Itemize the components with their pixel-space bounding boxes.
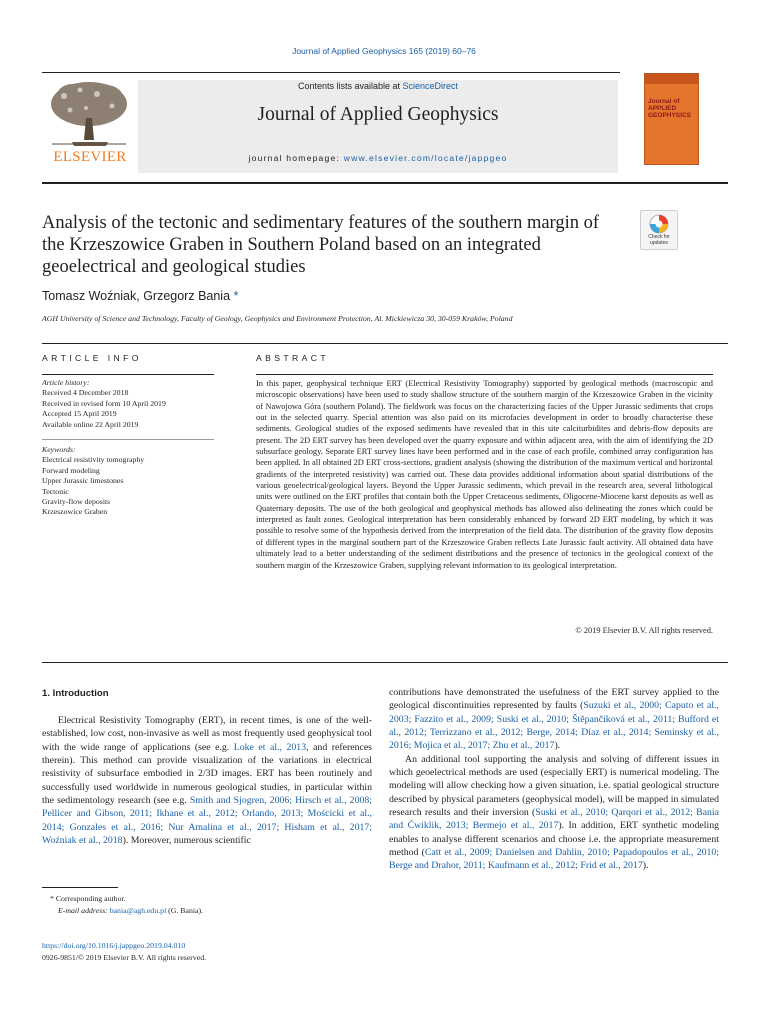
cover-title: Journal of APPLIED GEOPHYSICS	[648, 98, 691, 119]
paragraph-text: ).	[642, 860, 649, 872]
history-received: Received 4 December 2018	[42, 388, 129, 398]
author-names: Tomasz Woźniak, Grzegorz Bania	[42, 289, 231, 303]
elsevier-wordmark: ELSEVIER	[53, 149, 127, 165]
intro-paragraph	[389, 753, 719, 873]
email-label: E-mail address:	[58, 905, 110, 915]
footnote	[42, 893, 372, 916]
check-for-updates-label: Check for updates	[648, 234, 670, 246]
info-top-rule	[42, 343, 728, 344]
paragraph-text: An additional tool supporting the analysis and solving of different issues in which geoelectrical methods are used (especially ERT) is numerical modeling. The modeling will allow checking how a given situation, i.e. spatial geological structure described by physical parameters (geophysical model), will be mapped in simulated research results and their inversion (	[389, 753, 719, 819]
keywords	[42, 445, 214, 518]
journal-reference[interactable]: Journal of Applied Geophysics 165 (2019) 60–76	[292, 46, 476, 56]
paragraph-text: contributions have demonstrated the usefulness of the ERT survey applied to the geological discontinuities represented by faults (	[389, 687, 719, 712]
homepage-prefix: journal homepage:	[248, 153, 344, 163]
sciencedirect-link[interactable]: ScienceDirect	[402, 81, 459, 91]
citation-link[interactable]: Catt et al., 2009; Danielsen and Dahlin, 2010; Papadopoulos et al., 2010; Berge and Drahor, 2011; Kaufmann et al., 2012; Frid et al., 2017	[389, 847, 719, 872]
homepage-link[interactable]: www.elsevier.com/locate/jappgeo	[343, 153, 508, 163]
paragraph-text: ).	[554, 740, 561, 752]
check-for-updates-badge[interactable]	[640, 210, 678, 250]
abstract-bottom-rule	[42, 662, 728, 663]
elsevier-tree-logo	[42, 78, 136, 150]
history-online: Available online 22 April 2019	[42, 419, 139, 429]
email-link[interactable]: bania@agh.edu.pl	[109, 905, 167, 915]
paragraph-text: ). In addition, ERT synthetic modeling enables to analyse different scenarios and choose i.e. the appropriate measurement method (	[389, 820, 719, 859]
header-top-rule	[42, 72, 620, 73]
citation-link[interactable]: Loke et al., 2013	[233, 741, 307, 753]
footnote-corresponding-text: Corresponding author.	[55, 894, 126, 903]
intro-paragraph	[389, 686, 719, 753]
footnote-corresponding	[42, 893, 372, 905]
intro-left-column	[42, 714, 372, 847]
header-bottom-rule	[42, 182, 728, 184]
affiliation: AGH University of Science and Technology, Faculty of Geology, Geophysics and Environment Protection, Al. Mickiewicza 30, 30-059 Kraków, Poland	[42, 314, 513, 323]
article-history	[42, 378, 214, 430]
citation-link[interactable]: Suzuki et al., 2000; Caputo et al., 2003; Fazzito et al., 2009; Suski et al., 2010; Štěpančíková et al., 2011; Bufford et al., 2012; Terrizzano et al., 2012; Berge, 2014; Díaz et al., 2014; Seminsky et al., 2016; Mojica et al., 2017; Zhu et al., 2017	[389, 700, 719, 752]
article-info-rule	[42, 374, 214, 375]
corresponding-author-mark[interactable]: *	[233, 289, 239, 303]
citation-link[interactable]: Smith and Sjogren, 2006; Hirsch et al., 2008; Pellicer and Gibson, 2011; Ikhane et al., 2012; Orlando, 2013; Mościcki et al., 2014; Gonzales et al., 2016; Nur Amalina et al., 2017; Hisham et al., 2017; Woźniak et al., 2018	[42, 795, 372, 847]
keyword: Electrical resistivity tomography	[42, 455, 145, 465]
abstract-heading: ABSTRACT	[256, 353, 330, 363]
article-history-label: Article history:	[42, 378, 90, 387]
contents-prefix: Contents lists available at	[297, 81, 403, 91]
authors	[42, 289, 238, 303]
journal-title: Journal of Applied Geophysics	[257, 104, 499, 125]
paragraph-text: Electrical Resistivity Tomography (ERT), in recent times, is one of the well-established, low cost, non-invasive as well as most frequently used geophysical tool with the wide range of applications (see e.g.	[42, 715, 372, 753]
footnote-mark: *	[50, 894, 54, 903]
intro-paragraph	[42, 714, 372, 847]
citation-link[interactable]: Suski et al., 2010; Qarqori et al., 2012; Bania and Ćwiklik, 2013; Bermejo et al., 2017	[389, 807, 719, 832]
abstract-rule	[256, 374, 713, 375]
footnote-rule	[42, 887, 118, 888]
issn-copyright: 0926-9851/© 2019 Elsevier B.V. All rights reserved.	[42, 952, 207, 962]
paragraph-text: , and references therein). This method can provide visualization of the variations in electrical resistivity of subsurface embodied in 2/3D images. ERT has been routinely and successfully used worldwide in numerous geological studies, in particular within the sedimentology research (see e.g.	[42, 741, 372, 807]
keyword: Krzeszowice Graben	[42, 507, 108, 517]
journal-homepage	[138, 153, 618, 163]
history-accepted: Accepted 15 April 2019	[42, 409, 117, 419]
keyword: Upper Jurassic limestones	[42, 476, 124, 486]
keywords-label: Keywords:	[42, 445, 76, 454]
article-title: Analysis of the tectonic and sedimentary features of the southern margin of the Krzeszowice Graben in Southern Poland based on an integrated geoelectrical and geological studies	[42, 213, 600, 277]
email-suffix: (G. Bania).	[166, 905, 204, 915]
abstract-text: In this paper, geophysical technique ERT (Electrical Resistivity Tomography) supported by geological methods (macroscopic and microscopic observations) have been used to study shallow structure of the southern margin of the Krzeszowice Graben in the vicinity of Nawojowa Góra (southern Poland). The fieldwork was focus on the characterizing facies of the Upper Jurassic sediments that crops out in the selected quarry. Special attention was also paid on its microfacies development in order to broadly characterise these sediments. Geological studies of the exposed sediments have revealed that in this site calciturbidites and debris-flow deposits are present. The 2D ERT survey has been developed over the quarry exposure and within adjacent area, with the aim of identifying the 2D subsurface geology. Separate ERT survey lines have been performed and in the case of each profile, combined array configuration has been applied. In all obtained 2D ERT cross-sections, gradient analysis (showing the distribution of the maximum vertical and horizontal gradients of the interpreted resistivity) was carried out. These data provides additional information about spatial distributions of the various geoelectrical/geological layers. Beyond the Upper Jurassic sediments, which prevail in the research area, several lithological units were outlined on the ERT profiles that contain both the Upper Cretaceous sediments, Oligocene-Miocene karst deposits as well as Quaternary deposits. The use of the both geological and geophysical methods has allowed also delineating the zones which could be interpreted as fault zones. Geological interpretation has been considerably enhanced by forward 2D ERT modeling, by which it was possible to resolve some of the hypothesis derived from the interpretation of the field data. The distribution of the gravity flow deposits of different types in the marginal southern part of the Krzeszowice Graben reflects Late Jurassic fault activity. All obtained data have ultimately lead to a better understanding of the sediment distributions and the presence of tectonics in the geological context of the southern margin of the Krzeszowice Graben, supplying relevant information to its geological interpretation.	[256, 379, 713, 570]
keyword: Forward modeling	[42, 465, 100, 475]
contents-line	[138, 81, 618, 91]
paragraph-text: ). Moreover, numerous scientific	[122, 835, 251, 847]
section-heading-introduction: 1. Introduction	[42, 688, 109, 699]
article-info-heading: ARTICLE INFO	[42, 353, 142, 363]
abstract-copyright: © 2019 Elsevier B.V. All rights reserved.	[575, 626, 713, 635]
cover-top-strip	[645, 74, 699, 84]
doi-block	[42, 940, 206, 963]
keyword: Tectonic	[42, 486, 69, 496]
keyword: Gravity-flow deposits	[42, 497, 111, 507]
keywords-rule	[42, 439, 214, 440]
doi-link[interactable]: https://doi.org/10.1016/j.jappgeo.2019.04.010	[42, 941, 186, 950]
journal-cover-thumbnail[interactable]	[644, 73, 699, 165]
intro-right-column	[389, 686, 719, 873]
footnote-email-line	[42, 905, 372, 917]
history-revised: Received in revised form 10 April 2019	[42, 398, 166, 408]
